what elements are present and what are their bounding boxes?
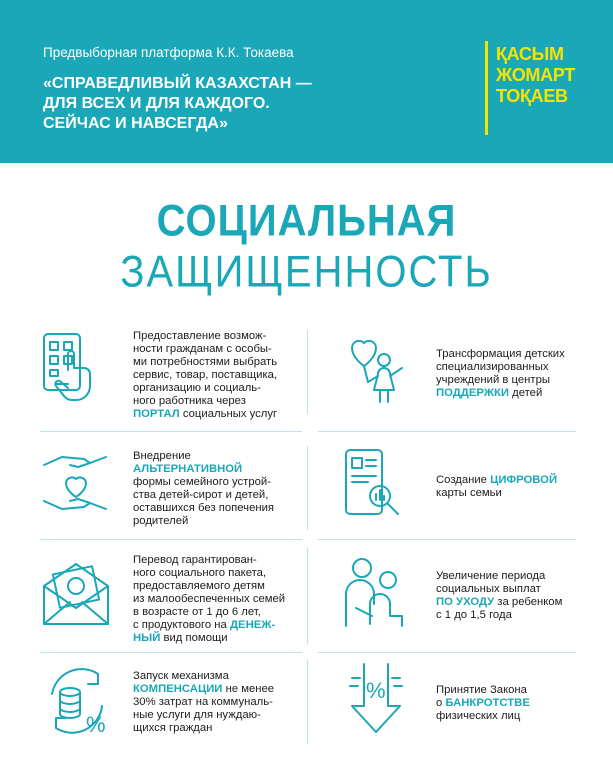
item-text-line bbox=[133, 408, 298, 421]
item-text-line bbox=[436, 583, 596, 596]
parent-child-icon bbox=[340, 554, 412, 634]
item-text-line bbox=[133, 356, 298, 369]
text-run: социальных услуг bbox=[179, 408, 278, 420]
item-text-line bbox=[436, 387, 596, 400]
item-text-line bbox=[436, 348, 596, 361]
item-text-line bbox=[133, 515, 298, 528]
text-run: с продуктового на bbox=[133, 619, 230, 631]
text-run: из малообеспеченных семей bbox=[133, 593, 286, 605]
highlight-keyword: КОМПЕНСАЦИИ bbox=[133, 683, 223, 695]
row-divider bbox=[40, 431, 302, 432]
text-run: в возрасте от 1 до 6 лет, bbox=[133, 606, 261, 618]
text-run: ного социального пакета, bbox=[133, 567, 267, 579]
text-run: Трансформация детских bbox=[436, 348, 565, 360]
text-run: Принятие Закона bbox=[436, 684, 527, 696]
text-run: оставшихся без попечения bbox=[133, 502, 275, 514]
item-text-line bbox=[133, 606, 298, 619]
item-text-line bbox=[133, 450, 298, 463]
text-run: сервис, товар, поставщика, bbox=[133, 369, 278, 381]
text-run: социальных выплат bbox=[436, 583, 541, 595]
item-text-line bbox=[133, 696, 298, 709]
text-run: за ребенком bbox=[494, 596, 563, 608]
svg-text:%: % bbox=[366, 678, 386, 703]
text-run: с 1 до 1,5 года bbox=[436, 609, 512, 621]
digital-card-search-icon bbox=[340, 446, 412, 526]
text-run: предоставляемого детям bbox=[133, 580, 265, 592]
item-text-line bbox=[133, 476, 298, 489]
text-run: организацию и социаль- bbox=[133, 382, 261, 394]
text-run: родителей bbox=[133, 515, 189, 527]
item-text-line bbox=[133, 463, 298, 476]
item-text-line bbox=[133, 722, 298, 735]
item-text-line bbox=[436, 684, 596, 697]
highlight-keyword: АЛЬТЕРНАТИВНОЙ bbox=[133, 463, 243, 475]
tablet-touch-icon bbox=[40, 330, 112, 410]
item-description bbox=[436, 474, 596, 500]
text-run: ства детей-сирот и детей, bbox=[133, 489, 269, 501]
row-divider bbox=[40, 652, 302, 653]
text-run: Перевод гарантирован- bbox=[133, 554, 257, 566]
text-run: Внедрение bbox=[133, 450, 191, 462]
item-description bbox=[133, 554, 298, 645]
text-run: Создание bbox=[436, 474, 491, 486]
item-text-line bbox=[436, 487, 596, 500]
item-description bbox=[436, 684, 596, 723]
item-description bbox=[436, 570, 596, 622]
text-run: Запуск механизма bbox=[133, 670, 229, 682]
campaign-slogan bbox=[43, 74, 403, 134]
svg-text:%: % bbox=[86, 712, 106, 737]
slogan-line: СЕЙЧАС И НАВСЕГДА» bbox=[43, 115, 228, 132]
highlight-keyword: БАНКРОТСТВЕ bbox=[445, 697, 530, 709]
money-envelope-icon bbox=[40, 552, 112, 632]
item-description bbox=[133, 330, 298, 421]
highlight-keyword: ПОДДЕРЖКИ bbox=[436, 387, 509, 399]
page-title-line2: ЗАЩИЩЕННОСТЬ bbox=[120, 247, 493, 297]
text-run: Увеличение периода bbox=[436, 570, 546, 582]
text-run: детей bbox=[509, 387, 543, 399]
item-text-line bbox=[133, 619, 298, 632]
text-run: Предоставление возмож- bbox=[133, 330, 267, 342]
highlight-keyword: НЫЙ bbox=[133, 632, 161, 644]
text-run: ми потребностями выбрать bbox=[133, 356, 278, 368]
item-text-line bbox=[436, 374, 596, 387]
highlight-keyword: ПО УХОДУ bbox=[436, 596, 495, 608]
item-text-line bbox=[133, 567, 298, 580]
item-text-line bbox=[436, 609, 596, 622]
text-run: ного работника через bbox=[133, 395, 246, 407]
item-text-line bbox=[133, 395, 298, 408]
item-text-line bbox=[133, 670, 298, 683]
logo-line: ЖОМАРТ bbox=[496, 65, 575, 85]
item-text-line bbox=[436, 710, 596, 723]
item-text-line bbox=[133, 343, 298, 356]
item-text-line bbox=[133, 554, 298, 567]
item-description bbox=[133, 670, 298, 735]
column-divider bbox=[307, 660, 308, 744]
item-text-line bbox=[133, 593, 298, 606]
row-divider bbox=[318, 652, 576, 653]
item-description bbox=[436, 348, 596, 400]
text-run: щихся граждан bbox=[133, 722, 213, 734]
item-text-line bbox=[133, 683, 298, 696]
highlight-keyword: ЦИФРОВОЙ bbox=[490, 474, 558, 486]
column-divider bbox=[307, 446, 308, 530]
item-text-line bbox=[133, 580, 298, 593]
slogan-line: «СПРАВЕДЛИВЫЙ КАЗАХСТАН — bbox=[43, 75, 312, 92]
item-text-line bbox=[133, 382, 298, 395]
text-run: физических лиц bbox=[436, 710, 521, 722]
item-text-line bbox=[133, 709, 298, 722]
child-with-heart-balloon-icon bbox=[340, 330, 412, 410]
item-text-line bbox=[436, 570, 596, 583]
highlight-keyword: ПОРТАЛ bbox=[133, 408, 180, 420]
item-text-line bbox=[436, 361, 596, 374]
text-run: ности гражданам с особы- bbox=[133, 343, 272, 355]
coins-percent-cycle-icon bbox=[40, 662, 112, 742]
logo-line: ТОҚАЕВ bbox=[496, 86, 568, 106]
item-text-line bbox=[436, 596, 596, 609]
text-run: 30% затрат на коммуналь- bbox=[133, 696, 273, 708]
item-text-line bbox=[133, 502, 298, 515]
item-description bbox=[133, 450, 298, 528]
logo-line: ҚАСЫМ bbox=[496, 44, 564, 64]
text-run: ные услуги для нуждаю- bbox=[133, 709, 261, 721]
text-run: специализированных bbox=[436, 361, 549, 373]
text-run: карты семьи bbox=[436, 487, 502, 499]
slogan-line: ДЛЯ ВСЕХ И ДЛЯ КАЖДОГО. bbox=[43, 95, 270, 112]
item-text-line bbox=[133, 489, 298, 502]
highlight-keyword: ДЕНЕЖ- bbox=[229, 619, 276, 631]
text-run: учреждений в центры bbox=[436, 374, 550, 386]
text-run: формы семейного устрой- bbox=[133, 476, 271, 488]
item-text-line bbox=[436, 697, 596, 710]
row-divider bbox=[318, 431, 576, 432]
text-run: о bbox=[436, 697, 446, 709]
column-divider bbox=[307, 548, 308, 644]
text-run: не менее bbox=[222, 683, 275, 695]
item-text-line bbox=[436, 474, 596, 487]
logo-bar bbox=[485, 41, 488, 135]
item-text-line bbox=[133, 632, 298, 645]
page-title-line1: СОЦИАЛЬНАЯ bbox=[156, 196, 457, 246]
row-divider bbox=[40, 539, 302, 540]
platform-caption: Предвыборная платформа К.К. Токаева bbox=[43, 45, 294, 60]
candidate-logo bbox=[485, 41, 580, 135]
item-text-line bbox=[133, 330, 298, 343]
percent-down-arrow-icon bbox=[340, 660, 412, 740]
row-divider bbox=[318, 539, 576, 540]
column-divider bbox=[307, 330, 308, 414]
item-text-line bbox=[133, 369, 298, 382]
header-banner bbox=[0, 0, 613, 163]
hands-heart-icon bbox=[40, 443, 112, 523]
text-run: вид помощи bbox=[160, 632, 228, 644]
